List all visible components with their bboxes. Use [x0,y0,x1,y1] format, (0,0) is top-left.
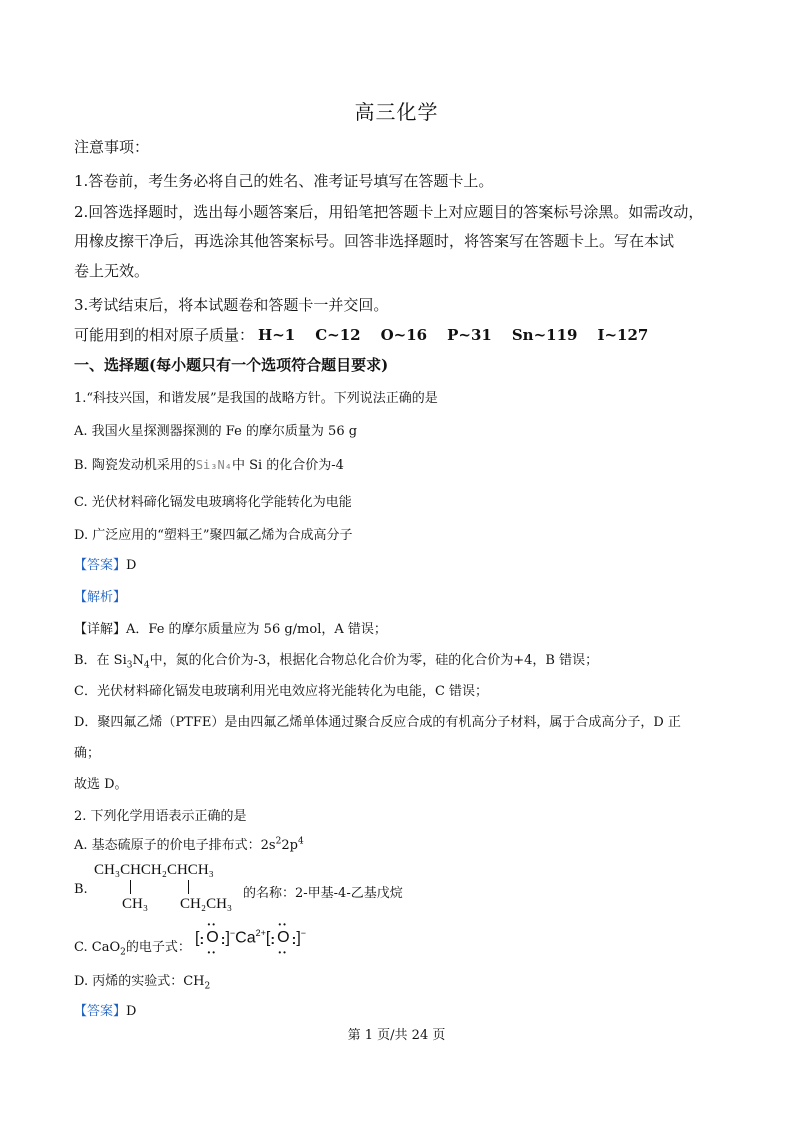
electron-dots: •• [207,948,218,958]
q2-c-pre: C. CaO [74,940,121,955]
q2-d-pre: D. 丙烯的实验式：CH [74,974,205,989]
atomic-mass-label: 可能用到的相对原子质量： [74,326,255,344]
q1-option-d: D. 广泛应用的“塑料王”聚四氟乙烯为合成高分子 [74,528,353,543]
calcium-symbol: Ca [235,929,256,947]
electron-dots: : [270,931,276,948]
q1-option-a: A. 我国火星探测器探测的 Fe 的摩尔质量为 56 g [74,424,358,439]
atomic-mass-value: C~12 [315,326,361,344]
electron-dots: : [291,931,297,948]
electron-dots: : [220,931,226,948]
q1-detail-d-line-1: D．聚四氟乙烯（PTFE）是由四氟乙烯单体通过聚合反应合成的有机高分子材料，属于合成高分子，D 正 [74,715,681,730]
notice-item-2-line-2: 用橡皮擦干净后，再选涂其他答案标号。回答非选择题时，将答案写在答题卡上。写在本试 [74,232,675,250]
oxygen-atom [270,920,297,958]
oxygen-atom [199,920,226,958]
answer-value: D [126,558,137,573]
detail-tag: 【详解】 [74,622,127,637]
q1-option-c: C. 光伏材料碲化镉发电玻璃将化学能转化为电能 [74,495,352,510]
bracket: ] [296,929,301,947]
oxygen-symbol: O [277,929,290,947]
notice-item-2-line-3: 卷上无效。 [74,262,150,280]
answer-tag: 【答案】 [74,1004,127,1019]
bond-line [188,880,189,894]
q2-option-b-label: B. [74,882,88,897]
bracket: ] [225,929,230,947]
section-heading [74,354,388,375]
q2-answer [74,1000,136,1019]
q2-a-sup: 2 [275,836,282,847]
q1-option-b-pre: B. 陶瓷发动机采用的 [74,458,196,473]
page-title: 高三化学 [354,100,439,124]
q1-option-b [74,454,344,473]
structural-formula [94,860,254,918]
atomic-mass-value: O~16 [380,326,428,344]
q1-detail-a [74,618,387,637]
q2-option-a [74,834,304,853]
q1-option-b-post: 中 Si 的化合价为-4 [231,458,344,473]
oxygen-symbol: O [206,929,219,947]
formula-main-chain: CH₃CHCH₂CHCH₃ [94,862,214,878]
atomic-mass-value: Sn~119 [511,326,578,344]
notice-item-1: 1.答卷前，考生务必将自己的姓名、准考证号填写在答题卡上。 [74,172,494,190]
q1-detail-b [74,649,598,671]
section-heading-text: 一、选择题(每小题只有一个选项符合题目要求) [74,356,389,374]
charge: − [229,928,236,938]
analysis-tag: 【解析】 [74,590,127,605]
electron-dots: •• [278,920,288,930]
atomic-mass-line [74,324,648,345]
q2-option-b-text: 的名称：2-甲基-4-乙基戊烷 [243,886,403,901]
answer-value: D [126,1004,137,1019]
bracket: [ [195,929,200,947]
q1-answer [74,554,136,573]
notice-item-3: 3.考试结束后，将本试题卷和答题卡一并交回。 [74,296,389,314]
q1-conclusion: 故选 D。 [74,777,128,792]
q2-a-pre: A. 基态硫原子的价电子排布式：2s [74,838,276,853]
detail-a-text: A．Fe 的摩尔质量应为 56 g/mol，A 错误； [126,622,387,637]
formula-branch-methyl: CH₃ [122,896,149,912]
atomic-mass-value: H~1 [258,326,296,344]
detail-b-sub: 3 [126,660,133,671]
atomic-mass-value: I~127 [597,326,649,344]
q1-stem: 1.“科技兴国，和谐发展”是我国的战略方针。下列说法正确的是 [74,391,438,406]
notice-item-2-line-1: 2.回答选择题时，选出每小题答案后，用铅笔把答题卡上对应题目的答案标号涂黑。如需改动， [74,203,704,221]
notice-heading: 注意事项： [74,138,150,156]
formula-branch-ethyl: CH₂CH₃ [180,896,233,912]
electron-dots: : [199,931,205,948]
q2-stem: 2. 下列化学用语表示正确的是 [74,809,247,824]
q2-c-sub: 2 [120,947,126,958]
q1-detail-d-line-2: 确； [74,746,101,761]
charge: − [300,928,307,938]
detail-b-sub: 4 [143,660,150,671]
page-footer: 第 1 页/共 24 页 [347,1028,446,1043]
q1-detail-c: C．光伏材料碲化镉发电玻璃利用光电效应将光能转化为电能，C 错误； [74,684,489,699]
q1-analysis-tag [74,586,126,605]
charge: 2+ [255,928,266,938]
electron-formula [195,920,335,962]
bond-line [130,880,131,894]
electron-dots: •• [207,920,218,930]
q1-option-b-formula-image: Si₃N₄ [195,458,232,472]
detail-b-pre: B．在 Si [74,653,127,668]
q2-option-c [74,936,191,958]
answer-tag: 【答案】 [74,558,127,573]
detail-b-post: 中，氮的化合价为-3，根据化合物总化合价为零，硅的化合价为+4，B 错误； [149,653,599,668]
q2-c-post: 的电子式： [125,940,191,955]
q2-a-sup: 4 [297,836,304,847]
q2-a-mid: 2p [281,838,298,853]
q2-d-sub: 2 [204,981,211,992]
q2-option-d [74,970,210,992]
bracket: [ [265,929,271,947]
atomic-mass-value: P~31 [447,326,492,344]
detail-b-mid: N [132,653,144,668]
electron-dots: •• [278,948,288,958]
